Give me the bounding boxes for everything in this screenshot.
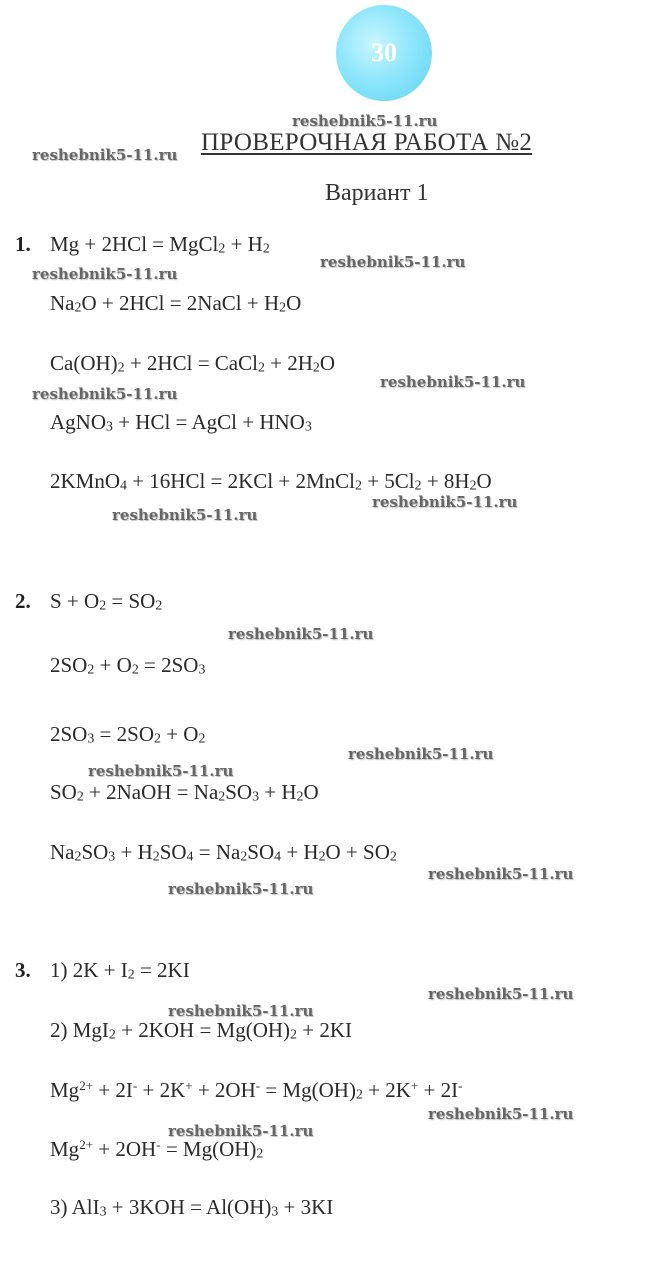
subscript: 4 — [186, 848, 194, 864]
subscript: 2 — [469, 477, 477, 493]
subscript: 2 — [87, 661, 95, 677]
equation-line: 2KMnO$_4$ + 16HCl = 2KCl + 2MnCl$_2$ + $5Cl_2 + 8H_2O$ — [50, 469, 492, 493]
superscript: - — [156, 1136, 161, 1152]
subscript: 3 — [99, 1203, 107, 1219]
equation-line: $2SO_3 = 2SO_2 + O_2$ — [50, 722, 206, 746]
watermark: reshebnik5-11.ru — [168, 1002, 314, 1020]
watermark: reshebnik5-11.ru — [320, 253, 466, 271]
watermark: reshebnik5-11.ru — [428, 865, 574, 883]
subscript: 2 — [290, 1026, 297, 1042]
equation-line: $2SO_2 + O_2 = 2SO_3$ — [50, 653, 206, 677]
subscript: 2 — [256, 1145, 264, 1161]
page-number-badge — [336, 5, 432, 101]
variant-heading: Вариант 1 — [325, 180, 429, 206]
watermark: reshebnik5-11.ru — [380, 373, 526, 391]
task-number: 3. — [15, 958, 31, 982]
subscript: 2 — [218, 240, 226, 256]
subscript: 2 — [127, 966, 135, 982]
watermark: reshebnik5-11.ru — [32, 146, 178, 164]
watermark: reshebnik5-11.ru — [168, 1122, 314, 1140]
subscript: 3 — [87, 730, 95, 746]
worksheet-title: ПРОВЕРОЧНАЯ РАБОТА №2 — [201, 129, 533, 156]
subscript: 2 — [152, 848, 160, 864]
subscript: 2 — [312, 359, 320, 375]
subscript: 2 — [154, 730, 161, 746]
superscript: + — [185, 1077, 193, 1093]
watermark: reshebnik5-11.ru — [88, 762, 234, 780]
equation-line: $Na_2SO_3 + H_2SO_4 = Na_2SO_4 + H_2O + SO_2$ — [50, 840, 397, 864]
task-number: 2. — [15, 589, 31, 613]
equation-line: AgNO$_3$ + HCl = AgCl + $HNO_3$ — [50, 410, 312, 434]
watermark: reshebnik5-11.ru — [428, 1105, 574, 1123]
subscript: 3 — [106, 418, 113, 434]
watermark: reshebnik5-11.ru — [112, 506, 258, 524]
watermark: reshebnik5-11.ru — [348, 745, 494, 763]
subscript: 3 — [252, 788, 260, 804]
subscript: 4 — [120, 477, 127, 493]
equation-line: $Mg^{2+} + 2OH^- = Mg(OH)_2$ — [50, 1136, 264, 1161]
equation-line: 2) $MgI_2 + 2KOH = Mg(OH)_2 + 2KI$ — [50, 1018, 352, 1042]
subscript: 2 — [318, 848, 326, 864]
subscript: 2 — [74, 848, 82, 864]
subscript: 2 — [117, 359, 125, 375]
subscript: 2 — [296, 788, 304, 804]
subscript: 2 — [414, 477, 422, 493]
subscript: 3 — [198, 661, 206, 677]
superscript: - — [132, 1077, 138, 1093]
subscript: 3 — [304, 418, 312, 434]
subscript: 2 — [257, 359, 265, 375]
watermark: reshebnik5-11.ru — [32, 265, 178, 283]
watermark: reshebnik5-11.ru — [428, 985, 574, 1003]
equation-line: $S + O_2 = SO_2$ — [50, 589, 163, 613]
equation-line: Mg + 2HCl = MgCl$_2$ + $H_2$ — [50, 232, 270, 256]
superscript: + — [410, 1077, 419, 1093]
subscript: 3 — [271, 1203, 279, 1219]
equation-line: 1) $2K + I_2 = 2KI$ — [50, 958, 190, 982]
subscript: 2 — [262, 240, 270, 256]
subscript: 2 — [240, 848, 248, 864]
watermark: reshebnik5-11.ru — [228, 625, 374, 643]
superscript: 2+ — [79, 1136, 94, 1152]
subscript: 4 — [274, 848, 282, 864]
subscript: 2 — [218, 788, 226, 804]
task-number: 1. — [15, 232, 31, 256]
subscript: 2 — [108, 1026, 116, 1042]
subscript: 2 — [355, 477, 362, 493]
subscript: 3 — [108, 848, 116, 864]
subscript: 2 — [389, 848, 397, 864]
subscript: 2 — [198, 730, 206, 746]
subscript: 2 — [76, 788, 84, 804]
subscript: 2 — [99, 597, 107, 613]
watermark: reshebnik5-11.ru — [292, 112, 438, 130]
watermark: reshebnik5-11.ru — [372, 493, 518, 511]
subscript: 2 — [131, 661, 139, 677]
equation-line: $SO_2$ + 2NaOH = $Na_2SO_3 + H_2O$ — [50, 780, 319, 804]
equation-line: $Na_2O + 2HCl$ = 2NaCl + $H_2O$ — [50, 291, 302, 315]
equation-line: 3) $AlI_3 + 3KOH = Al(OH)_3 + 3KI$ — [50, 1195, 334, 1219]
superscript: - — [458, 1077, 463, 1093]
subscript: 2 — [279, 299, 287, 315]
watermark: reshebnik5-11.ru — [168, 880, 314, 898]
subscript: 2 — [155, 597, 163, 613]
superscript: 2+ — [79, 1077, 94, 1093]
watermark: reshebnik5-11.ru — [32, 385, 178, 403]
subscript: 2 — [74, 299, 82, 315]
equation-line: $Mg^{2+} + 2I^- + 2K^+ + 2OH^- = Mg(OH)_2 + 2K^+ + 2I^-$ — [50, 1077, 463, 1102]
page-number: 30 — [371, 38, 397, 67]
subscript: 2 — [355, 1086, 363, 1102]
superscript: - — [255, 1077, 261, 1093]
equation-line: $Ca(OH)_2 + 2HCl$ = CaCl$_2$ + $2H_2O$ — [50, 351, 336, 375]
